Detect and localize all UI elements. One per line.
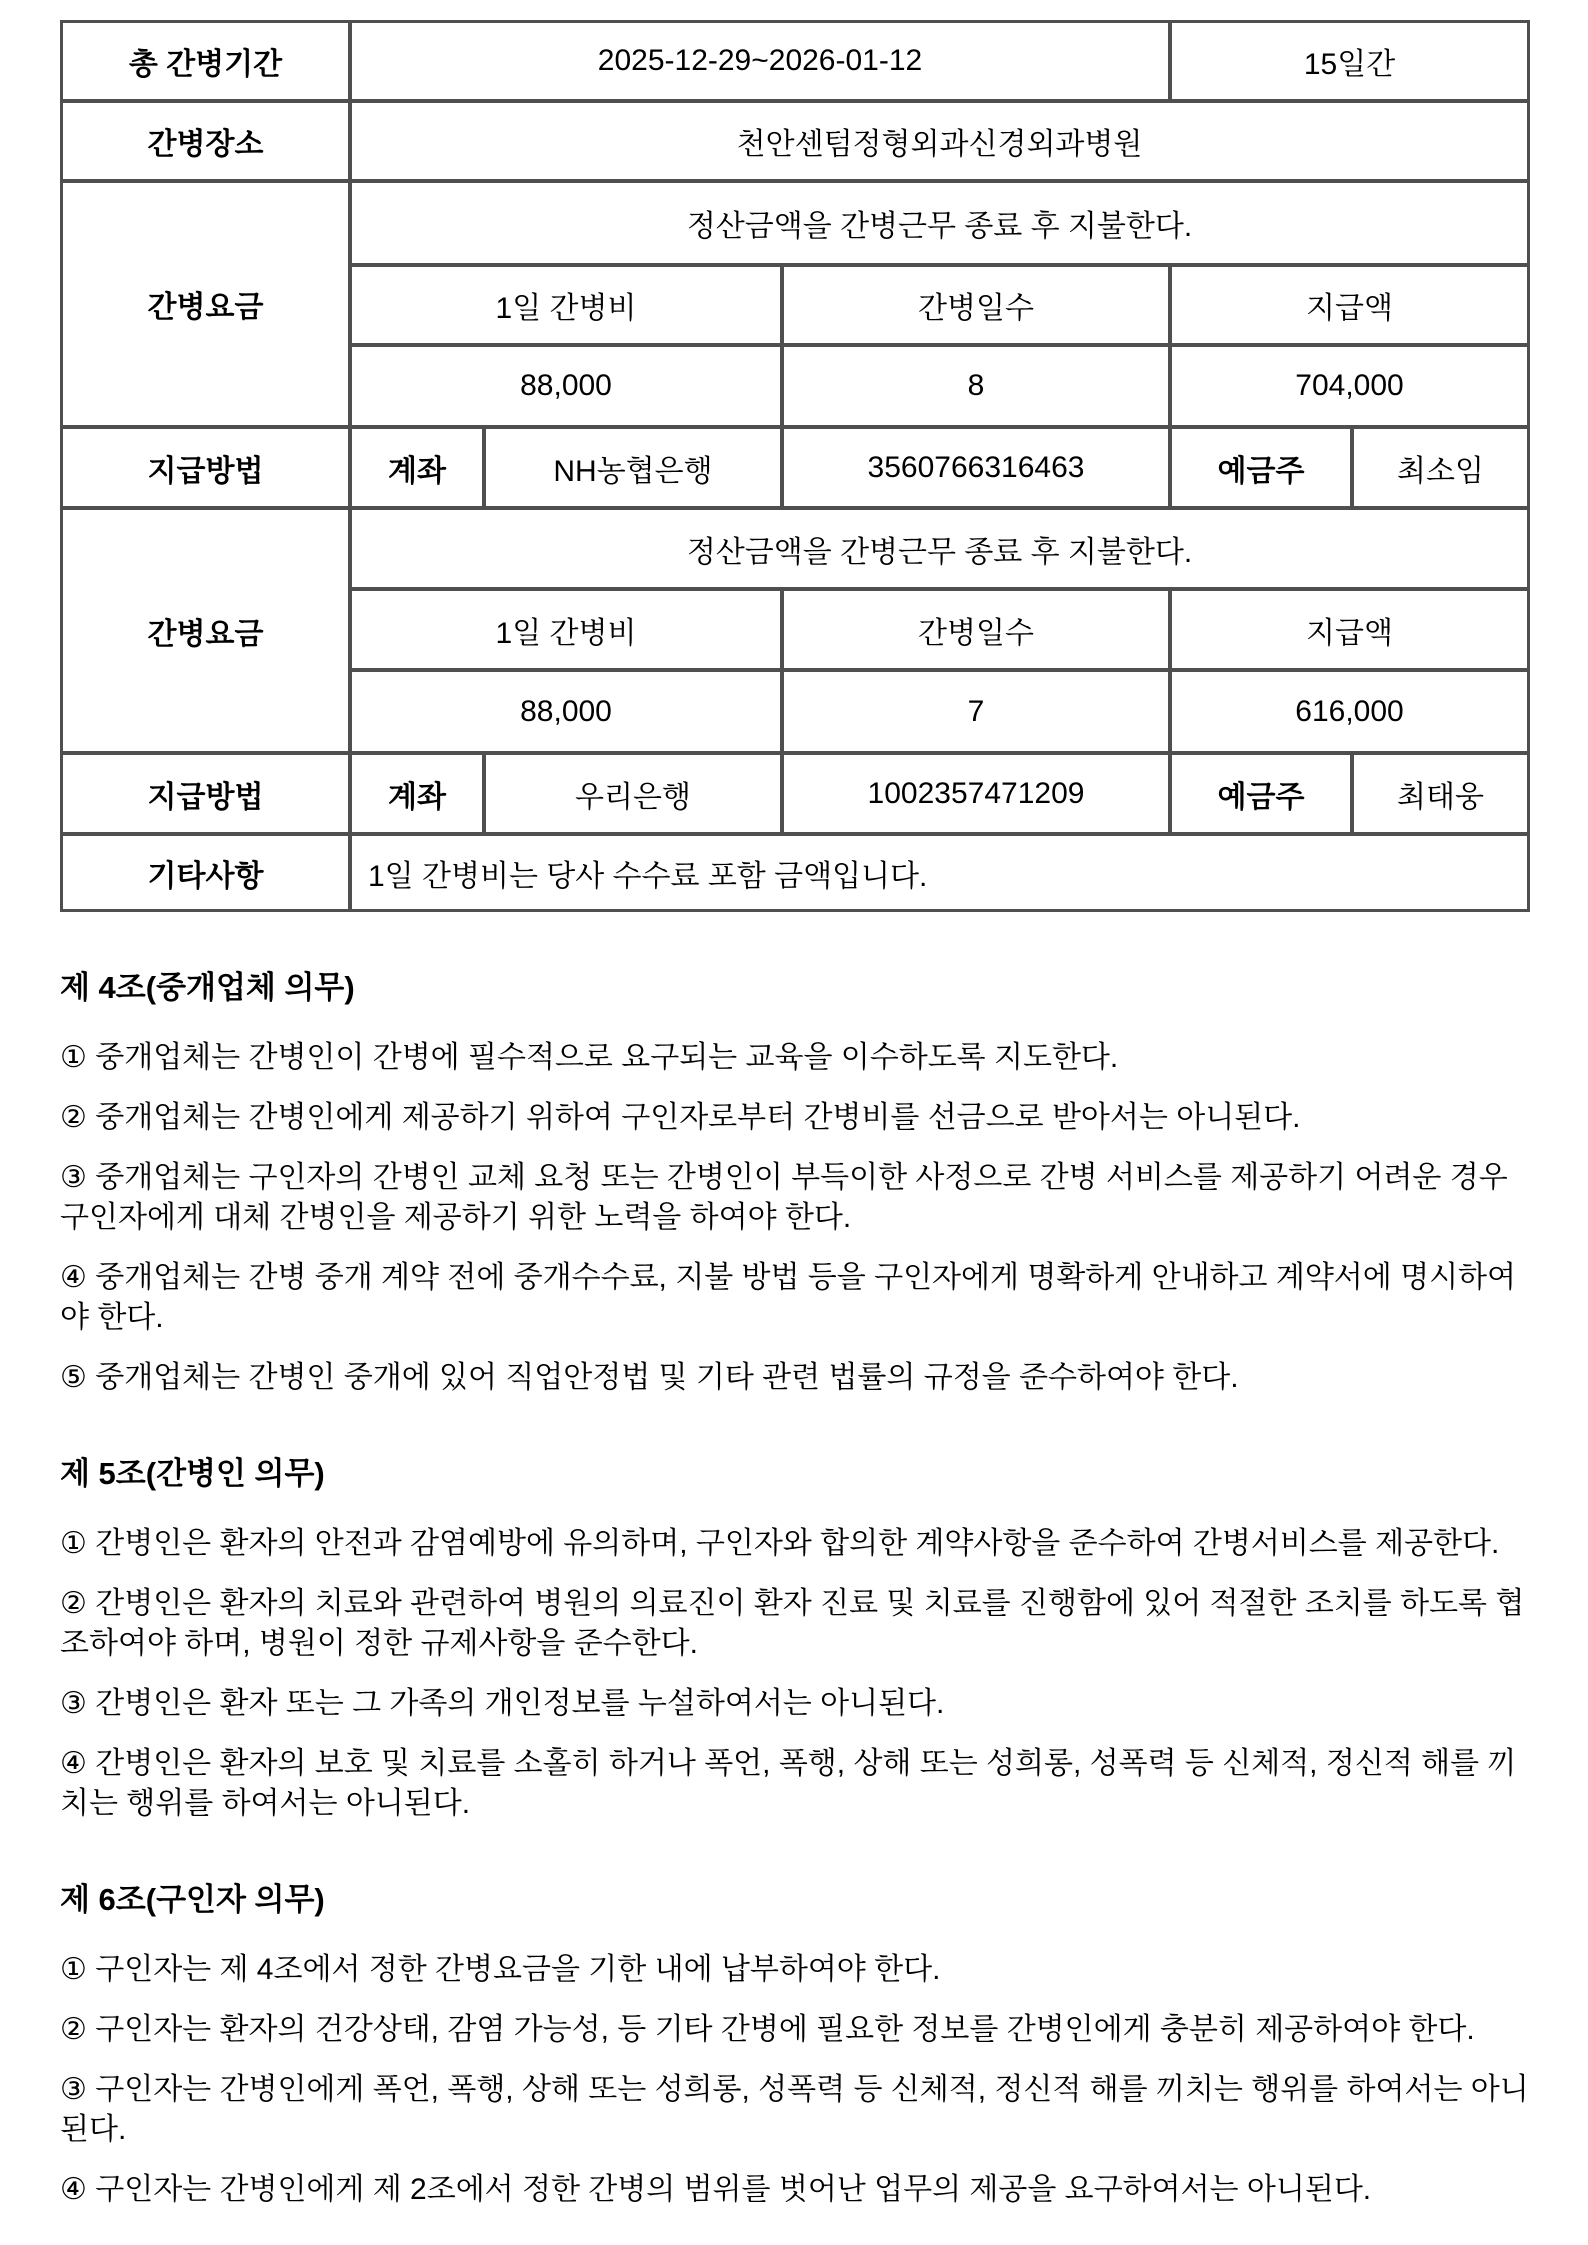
fee-days-value-2: 7 bbox=[782, 670, 1170, 753]
fee-note-1: 정산금액을 간병근무 종료 후 지불한다. bbox=[350, 181, 1529, 265]
account-number-2: 1002357471209 bbox=[782, 753, 1170, 834]
contract-clauses bbox=[60, 968, 1532, 2210]
article-5-clause-1: ① 간병인은 환자의 안전과 감염예방에 유의하며, 구인자와 합의한 계약사항을 준수하여 간병서비스를 제공한다. bbox=[60, 1527, 1500, 1560]
article-4-clause-2: ② 중개업체는 간병인에게 제공하기 위하여 구인자로부터 간병비를 선금으로 받아서는 아니된다. bbox=[60, 1101, 1301, 1134]
article-6-clause-4: ④ 구인자는 간병인에게 제 2조에서 정한 간병의 범위를 벗어난 업무의 제공을 요구하여서는 아니된다. bbox=[60, 2173, 1372, 2206]
care-contract-table bbox=[60, 20, 1530, 912]
fee-col-amount-1: 지급액 bbox=[1170, 265, 1529, 345]
fee-label-1: 간병요금 bbox=[61, 181, 350, 427]
fee-col-amount-2: 지급액 bbox=[1170, 589, 1529, 670]
article-4-title: 제 4조(중개업체 의무) bbox=[60, 970, 355, 1005]
period-row bbox=[61, 21, 1529, 101]
holder-name-2: 최태웅 bbox=[1352, 753, 1529, 834]
payment-row-2 bbox=[61, 753, 1529, 834]
fee-label-2: 간병요금 bbox=[61, 508, 350, 753]
etc-label: 기타사항 bbox=[61, 834, 350, 911]
period-duration: 15일간 bbox=[1170, 21, 1529, 101]
fee-days-value-1: 8 bbox=[782, 345, 1170, 427]
article-6-clause-3: ③ 구인자는 간병인에게 폭언, 폭행, 상해 또는 성희롱, 성폭력 등 신체적, 정신적 해를 끼치는 행위를 하여서는 아니된다. bbox=[60, 2073, 1529, 2146]
bank-name-2: 우리은행 bbox=[484, 753, 782, 834]
fee-note-2: 정산금액을 간병근무 종료 후 지불한다. bbox=[350, 508, 1529, 589]
article-4-clause-1: ① 중개업체는 간병인이 간병에 필수적으로 요구되는 교육을 이수하도록 지도한다. bbox=[60, 1041, 1119, 1074]
section-article-5 bbox=[60, 1454, 1532, 1824]
payment-label-2: 지급방법 bbox=[61, 753, 350, 834]
article-4-clause-3: ③ 중개업체는 구인자의 간병인 교체 요청 또는 간병인이 부득이한 사정으로 간병 서비스를 제공하기 어려운 경우 구인자에게 대체 간병인을 제공하기 위한 노력을 하여야 한다. bbox=[60, 1161, 1508, 1234]
holder-name-1: 최소임 bbox=[1352, 427, 1529, 508]
account-number-1: 3560766316463 bbox=[782, 427, 1170, 508]
account-label-1: 계좌 bbox=[350, 427, 484, 508]
fee-col-daily-1: 1일 간병비 bbox=[350, 265, 782, 345]
payment-label-1: 지급방법 bbox=[61, 427, 350, 508]
place-value: 천안센텀정형외과신경외과병원 bbox=[350, 101, 1529, 181]
fee-amount-value-1: 704,000 bbox=[1170, 345, 1529, 427]
article-6-clause-1: ① 구인자는 제 4조에서 정한 간병요금을 기한 내에 납부하여야 한다. bbox=[60, 1953, 941, 1986]
section-article-6 bbox=[60, 1880, 1532, 2210]
period-label: 총 간병기간 bbox=[61, 21, 350, 101]
place-row bbox=[61, 101, 1529, 181]
etc-row bbox=[61, 834, 1529, 911]
fee-amount-value-2: 616,000 bbox=[1170, 670, 1529, 753]
fee-note-row-2 bbox=[61, 508, 1529, 589]
fee-daily-value-2: 88,000 bbox=[350, 670, 782, 753]
article-5-title: 제 5조(간병인 의무) bbox=[60, 1456, 325, 1491]
article-5-clause-2: ② 간병인은 환자의 치료와 관련하여 병원의 의료진이 환자 진료 및 치료를 진행함에 있어 적절한 조치를 하도록 협조하여야 하며, 병원이 정한 규제사항을 준수한다. bbox=[60, 1587, 1525, 1660]
fee-daily-value-1: 88,000 bbox=[350, 345, 782, 427]
article-6-clause-2: ② 구인자는 환자의 건강상태, 감염 가능성, 등 기타 간병에 필요한 정보를 간병인에게 충분히 제공하여야 한다. bbox=[60, 2013, 1475, 2046]
fee-col-days-2: 간병일수 bbox=[782, 589, 1170, 670]
place-label: 간병장소 bbox=[61, 101, 350, 181]
account-label-2: 계좌 bbox=[350, 753, 484, 834]
fee-col-days-1: 간병일수 bbox=[782, 265, 1170, 345]
payment-row-1 bbox=[61, 427, 1529, 508]
article-5-clause-3: ③ 간병인은 환자 또는 그 가족의 개인정보를 누설하여서는 아니된다. bbox=[60, 1687, 945, 1720]
fee-col-daily-2: 1일 간병비 bbox=[350, 589, 782, 670]
period-value: 2025-12-29~2026-01-12 bbox=[350, 21, 1170, 101]
article-4-clause-5: ⑤ 중개업체는 간병인 중개에 있어 직업안정법 및 기타 관련 법률의 규정을 준수하여야 한다. bbox=[60, 1361, 1239, 1394]
fee-note-row-1 bbox=[61, 181, 1529, 265]
article-5-clause-4: ④ 간병인은 환자의 보호 및 치료를 소홀히 하거나 폭언, 폭행, 상해 또는 성희롱, 성폭력 등 신체적, 정신적 해를 끼치는 행위를 하여서는 아니된다. bbox=[60, 1747, 1517, 1820]
article-4-clause-4: ④ 중개업체는 간병 중개 계약 전에 중개수수료, 지불 방법 등을 구인자에게 명확하게 안내하고 계약서에 명시하여야 한다. bbox=[60, 1261, 1517, 1334]
etc-value: 1일 간병비는 당사 수수료 포함 금액입니다. bbox=[350, 834, 1529, 911]
section-article-4 bbox=[60, 968, 1532, 1398]
bank-name-1: NH농협은행 bbox=[484, 427, 782, 508]
article-6-title: 제 6조(구인자 의무) bbox=[60, 1882, 325, 1917]
holder-label-1: 예금주 bbox=[1170, 427, 1352, 508]
holder-label-2: 예금주 bbox=[1170, 753, 1352, 834]
